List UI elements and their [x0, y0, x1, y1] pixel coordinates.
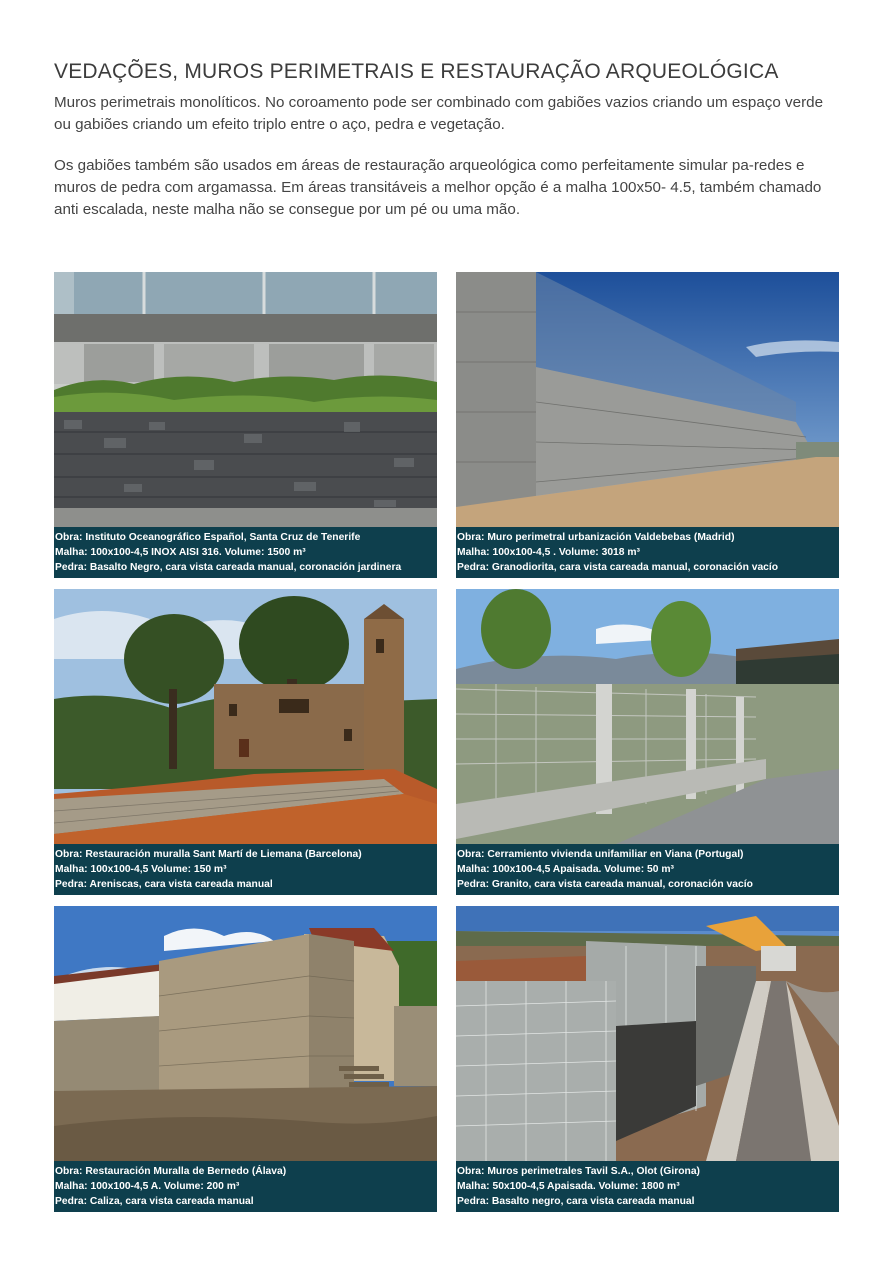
project-caption	[456, 1161, 839, 1212]
project-card-olot	[456, 906, 839, 1212]
intro-paragraph: Muros perimetrais monolíticos. No coroamento pode ser combinado com gabiões vazios criando um espaço verde ou gabiões criando um efeito triplo entre o aço, pedra e vegetação.	[54, 94, 824, 133]
project-photo	[456, 589, 839, 844]
caption-malha: Malha: 50x100-4,5 Apaisada. Volume: 1800 m³	[457, 1181, 680, 1192]
page-title: VEDAÇÕES, MUROS PERIMETRAIS E RESTAURAÇÃO ARQUEOLÓGICA	[54, 60, 779, 83]
project-caption	[54, 1161, 437, 1212]
project-caption	[54, 527, 437, 578]
caption-malha: Malha: 100x100-4,5 Apaisada. Volume: 50 m³	[457, 864, 674, 875]
project-card-tenerife	[54, 272, 437, 578]
project-photo	[54, 589, 437, 844]
archaeology-paragraph: Os gabiões também são usados em áreas de restauração arqueológica como perfeitamente simular pa-redes e muros de pedra com argamassa. Em áreas transitáveis a melhor opção é a malha 100x50- 4.5, também chamado anti escalada, neste malha não se consegue por um pé ou uma mão.	[54, 157, 822, 218]
project-card-viana	[456, 589, 839, 895]
project-photo	[54, 906, 437, 1161]
project-caption	[54, 844, 437, 895]
caption-obra: Obra: Instituto Oceanográfico Español, Santa Cruz de Tenerife	[55, 532, 361, 543]
project-photo	[54, 272, 437, 527]
caption-pedra: Pedra: Areniscas, cara vista careada manual	[55, 879, 273, 890]
caption-obra: Obra: Muro perimetral urbanización Valdebebas (Madrid)	[457, 532, 735, 543]
project-card-valdebebas	[456, 272, 839, 578]
caption-obra: Obra: Restauración muralla Sant Martí de Liemana (Barcelona)	[55, 849, 362, 860]
caption-obra: Obra: Muros perimetrales Tavil S.A., Olot (Girona)	[457, 1166, 700, 1177]
project-caption	[456, 527, 839, 578]
caption-pedra: Pedra: Granito, cara vista careada manual, coronación vacío	[457, 879, 753, 890]
project-photo	[456, 906, 839, 1161]
caption-pedra: Pedra: Granodiorita, cara vista careada manual, coronación vacío	[457, 562, 779, 573]
caption-pedra: Pedra: Basalto Negro, cara vista careada manual, coronación jardinera	[55, 562, 402, 573]
caption-pedra: Pedra: Caliza, cara vista careada manual	[55, 1196, 254, 1207]
caption-obra: Obra: Restauración Muralla de Bernedo (Álava)	[55, 1166, 287, 1177]
project-card-bernedo	[54, 906, 437, 1212]
project-photo	[456, 272, 839, 527]
caption-malha: Malha: 100x100-4,5 Volume: 150 m³	[55, 864, 227, 875]
caption-pedra: Pedra: Basalto negro, cara vista careada manual	[457, 1196, 695, 1207]
project-caption	[456, 844, 839, 895]
caption-obra: Obra: Cerramiento vivienda unifamiliar en Viana (Portugal)	[457, 849, 744, 860]
caption-malha: Malha: 100x100-4,5 INOX AISI 316. Volume: 1500 m³	[55, 547, 306, 558]
caption-malha: Malha: 100x100-4,5 A. Volume: 200 m³	[55, 1181, 240, 1192]
caption-malha: Malha: 100x100-4,5 . Volume: 3018 m³	[457, 547, 640, 558]
project-card-liemana	[54, 589, 437, 895]
